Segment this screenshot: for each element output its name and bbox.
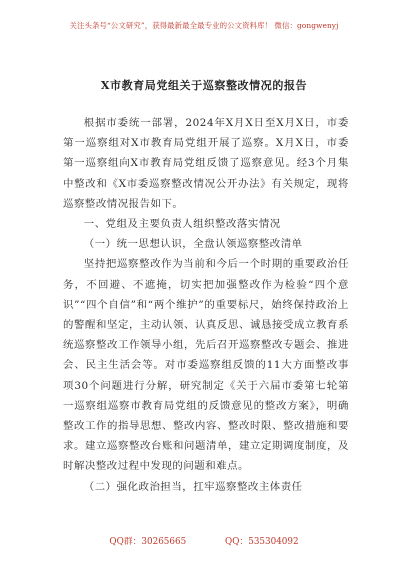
qq-group-label: QQ群：30265665 (109, 537, 187, 547)
promo-banner: 关注头条号“公文研究”，获得最新最全最专业的公文资料库！ 微信：gongwenyj (69, 21, 339, 30)
qq-contact-label: QQ：535304092 (225, 537, 299, 547)
subsection-heading-2: （二）强化政治担当，扛牢巡察整改主体责任 (83, 480, 303, 493)
section-heading-1: 一、党组及主要负责人组织整改落实情况 (83, 218, 281, 231)
intro-paragraph: 根据市委统一部署，2024年X月X日至X月X日，市委第一巡察组对X市教育局党组开展了巡察。X月X日，市委第一巡察组向X市教育局党组反馈了巡察意见。经3个月集中整改和《X市委巡察整改情况公开办法》有关规定，现将巡察整改情况报告如下。 (63, 117, 349, 210)
body-paragraph: 坚持把巡察整改作为当前和今后一个时期的重要政治任务，不回避、不遮掩，切实把加强整改作为检验“四个意识”“四个自信”和“两个维护”的重要标尺，始终保持政治上的警醒和坚定，主动认领、认真反思、诚恳接受成立教育系统巡察整改工作领导小组，先后召开巡察整改专题会、推进会、民主生活会等。对市委巡察组反馈的11大方面整改事项30个问题进行分解，研究制定《关于六届市委第七轮第一巡察组巡察市教育局党组的反馈意见的整改方案》，明确整改工作的指导思想、整改内容、整改时限、整改措施和要求。建立巡察整改台账和问题清单，建立定期调度制度，及时解决整改过程中发现的问题和难点。 (63, 258, 349, 473)
document-title: X市教育局党组关于巡察整改情况的报告 (100, 79, 308, 92)
subsection-heading-1: （一）统一思想认识，全盘认领巡察整改清单 (83, 238, 303, 251)
contact-footer (0, 534, 408, 547)
document-body (63, 113, 349, 497)
